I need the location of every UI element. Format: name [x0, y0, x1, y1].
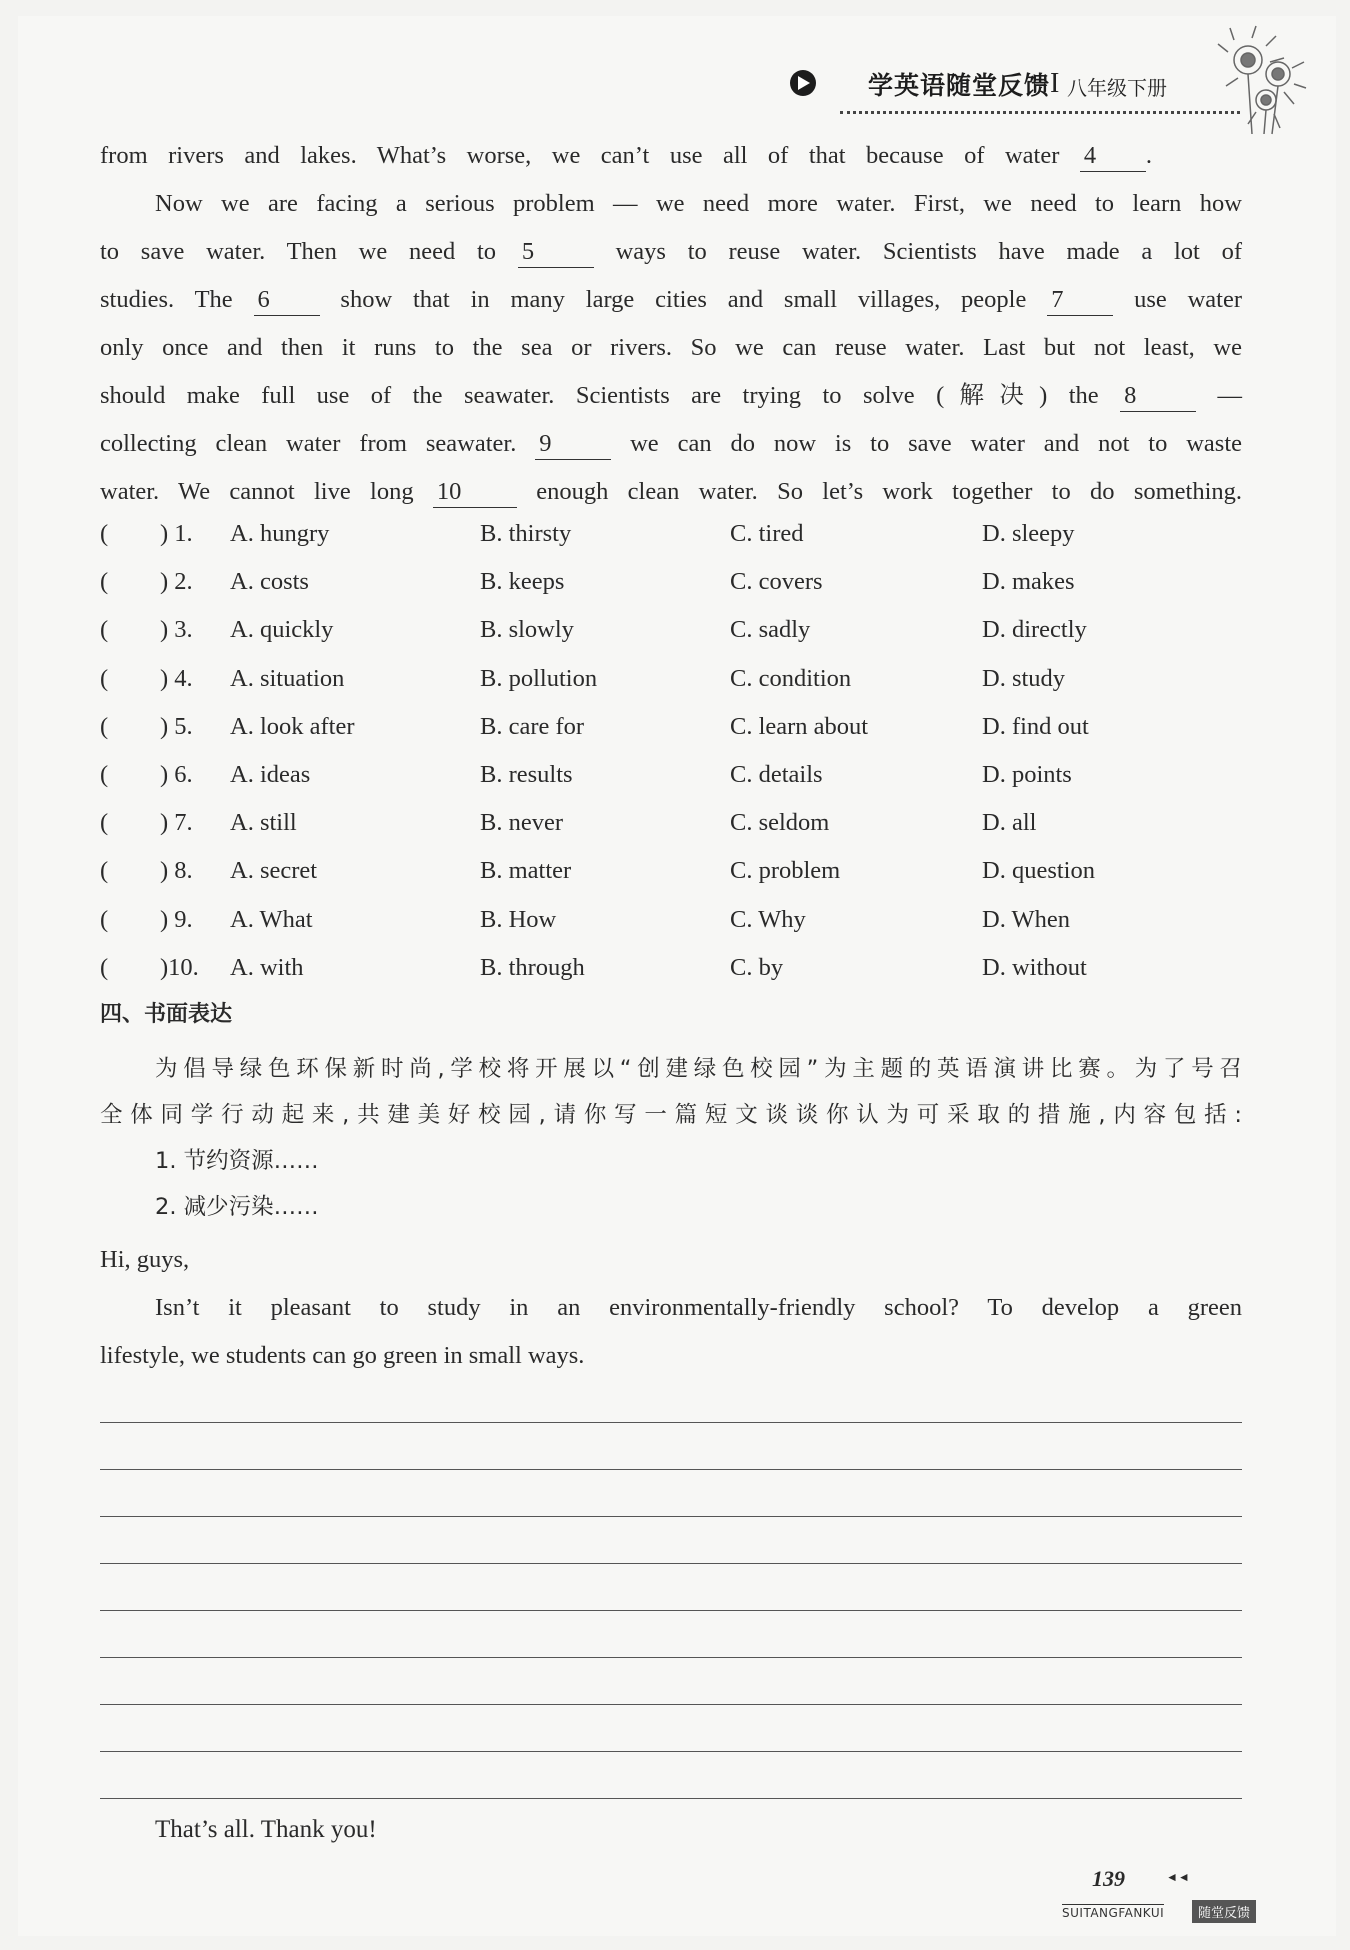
passage-line: [100, 276, 1242, 324]
option-b[interactable]: B. slowly: [480, 616, 574, 644]
option-c[interactable]: C. seldom: [730, 809, 830, 837]
passage-line: [100, 228, 1242, 276]
footer-brand: SUITANGFANKUI: [1062, 1906, 1165, 1920]
cloze-passage: [100, 132, 1242, 516]
passage-line: [100, 468, 1242, 516]
passage-text: from rivers and lakes. What’s worse, we can’t use all of that because of water: [100, 142, 1060, 169]
option-b[interactable]: B. care for: [480, 712, 585, 740]
writing-line[interactable]: [100, 1563, 1242, 1564]
essay-closing: That’s all. Thank you!: [155, 1816, 377, 1843]
grade-label: 八年级下册: [1067, 76, 1167, 100]
answer-paren[interactable]: (: [100, 616, 109, 644]
question-row-1: [100, 516, 1242, 564]
writing-line[interactable]: [100, 1610, 1242, 1611]
passage-text: water. We cannot live long: [100, 478, 414, 505]
writing-line[interactable]: [100, 1657, 1242, 1658]
option-d[interactable]: D. question: [982, 857, 1095, 885]
opening-line: Isn’t it pleasant to study in an environmentally-friendly school? To develop a green: [155, 1294, 1242, 1321]
question-number: ) 1.: [160, 520, 193, 547]
question-number: ) 8.: [160, 857, 193, 885]
blank-7[interactable]: 7: [1047, 285, 1113, 316]
question-row-7: [100, 805, 1242, 853]
blank-4[interactable]: 4: [1080, 141, 1146, 172]
option-b[interactable]: B. results: [480, 760, 573, 788]
answer-paren[interactable]: (: [100, 520, 109, 547]
header-separator: I: [1050, 68, 1060, 99]
passage-text: studies. The: [100, 286, 233, 313]
passage-text: use water: [1134, 286, 1242, 313]
question-row-8: [100, 853, 1242, 901]
option-d[interactable]: D. all: [982, 809, 1037, 837]
option-d[interactable]: D. study: [982, 664, 1066, 692]
footer-badge: 随堂反馈: [1192, 1900, 1256, 1923]
option-c[interactable]: C. Why: [730, 905, 806, 933]
answer-paren[interactable]: (: [100, 905, 109, 933]
option-d[interactable]: D. without: [982, 953, 1087, 981]
essay-opening: [100, 1236, 1242, 1380]
book-title: 学英语随堂反馈: [868, 71, 1051, 100]
passage-line: [100, 372, 1242, 420]
option-a[interactable]: A. secret: [230, 857, 318, 885]
passage-text: enough clean water. So let’s work together to do something.: [536, 478, 1243, 505]
option-c[interactable]: C. tired: [730, 520, 804, 547]
greeting: Hi, guys,: [100, 1246, 190, 1273]
answer-paren[interactable]: (: [100, 760, 109, 788]
prompt-point-2: 2. 减少污染……: [155, 1194, 319, 1220]
option-b[interactable]: B. thirsty: [480, 520, 572, 547]
writing-prompt: [100, 1046, 1242, 1230]
passage-text: collecting clean water from seawater.: [100, 430, 517, 457]
passage-line: [100, 132, 1242, 180]
play-icon: [790, 70, 816, 96]
option-b[interactable]: B. matter: [480, 857, 572, 885]
option-a[interactable]: A. costs: [230, 568, 309, 596]
blank-6[interactable]: 6: [254, 285, 320, 316]
option-b[interactable]: B. never: [480, 809, 563, 837]
option-c[interactable]: C. learn about: [730, 712, 869, 740]
blank-8[interactable]: 8: [1120, 381, 1196, 412]
footer-mark: [1062, 1900, 1270, 1924]
blank-10[interactable]: 10: [433, 477, 517, 508]
blank-5[interactable]: 5: [518, 237, 594, 268]
question-number: ) 2.: [160, 568, 193, 596]
question-number: ) 4.: [160, 664, 193, 692]
answer-paren[interactable]: (: [100, 568, 109, 596]
answer-paren[interactable]: (: [100, 809, 109, 837]
passage-text: should make full use of the seawater. Scientists are trying to solve (解决) the: [100, 382, 1099, 409]
writing-line[interactable]: [100, 1422, 1242, 1423]
header-dotted-rule: [840, 111, 1240, 114]
question-row-3: [100, 612, 1242, 660]
option-c[interactable]: C. covers: [730, 568, 823, 596]
option-d[interactable]: D. points: [982, 760, 1072, 788]
prompt-point-1: 1. 节约资源……: [155, 1148, 319, 1174]
option-d[interactable]: D. directly: [982, 616, 1087, 644]
passage-text: show that in many large cities and small villages, people: [340, 286, 1027, 313]
option-a[interactable]: A. with: [230, 953, 304, 981]
question-number: )10.: [160, 953, 199, 981]
writing-line[interactable]: [100, 1751, 1242, 1752]
writing-line[interactable]: [100, 1704, 1242, 1705]
writing-line[interactable]: [100, 1469, 1242, 1470]
option-a[interactable]: A. situation: [230, 664, 345, 692]
option-d[interactable]: D. makes: [982, 568, 1075, 596]
option-c[interactable]: C. details: [730, 760, 823, 788]
option-c[interactable]: C. by: [730, 953, 784, 981]
answer-paren[interactable]: (: [100, 712, 109, 740]
option-b[interactable]: B. through: [480, 953, 585, 981]
writing-line[interactable]: [100, 1798, 1242, 1799]
passage-line: [100, 420, 1242, 468]
answer-paren[interactable]: (: [100, 857, 109, 885]
option-b[interactable]: B. pollution: [480, 664, 598, 692]
writing-line[interactable]: [100, 1516, 1242, 1517]
option-c[interactable]: C. condition: [730, 664, 852, 692]
question-row-10: [100, 950, 1242, 998]
answer-options: [100, 516, 1242, 998]
option-a[interactable]: A. hungry: [230, 520, 330, 547]
option-c[interactable]: C. sadly: [730, 616, 811, 644]
question-row-6: [100, 757, 1242, 805]
option-d[interactable]: D. find out: [982, 712, 1089, 740]
answer-paren[interactable]: (: [100, 664, 109, 692]
option-d[interactable]: D. sleepy: [982, 520, 1075, 547]
blank-9[interactable]: 9: [535, 429, 611, 460]
question-number: ) 7.: [160, 809, 193, 837]
sunflower-logo-icon: [1208, 22, 1316, 140]
opening-line: lifestyle, we students can go green in small ways.: [100, 1342, 585, 1369]
page-number: 139: [1092, 1866, 1125, 1891]
option-b[interactable]: B. keeps: [480, 568, 565, 596]
question-row-5: [100, 709, 1242, 757]
option-a[interactable]: A. quickly: [230, 616, 334, 644]
question-row-9: [100, 902, 1242, 950]
option-a[interactable]: A. still: [230, 809, 297, 837]
option-d[interactable]: D. When: [982, 905, 1070, 933]
answer-paren[interactable]: (: [100, 953, 109, 981]
question-number: ) 6.: [160, 760, 193, 788]
prompt-line: 全体同学行动起来,共建美好校园,请你写一篇短文谈谈你认为可采取的措施,内容包括:: [100, 1102, 1242, 1128]
passage-text: to save water. Then we need to: [100, 238, 497, 265]
section-heading: 四、书面表达: [100, 1002, 233, 1027]
question-number: ) 3.: [160, 616, 193, 644]
question-number: ) 5.: [160, 712, 193, 740]
passage-text: .: [1145, 142, 1153, 169]
passage-text: ways to reuse water. Scientists have made a lot of: [615, 238, 1243, 265]
passage-line: only once and then it runs to the sea or rivers. So we can reuse water. Last but not least, we: [100, 334, 1242, 361]
double-arrow-icon: ◄◄: [1166, 1870, 1190, 1884]
option-a[interactable]: A. What: [230, 905, 313, 933]
option-a[interactable]: A. look after: [230, 712, 355, 740]
passage-text: —: [1217, 382, 1243, 409]
option-c[interactable]: C. problem: [730, 857, 841, 885]
page-header: [790, 62, 1260, 102]
option-a[interactable]: A. ideas: [230, 760, 311, 788]
option-b[interactable]: B. How: [480, 905, 557, 933]
passage-text: we can do now is to save water and not to waste: [630, 430, 1242, 457]
prompt-line: 为倡导绿色环保新时尚,学校将开展以“创建绿色校园”为主题的英语演讲比赛。为了号召: [155, 1056, 1242, 1082]
question-number: ) 9.: [160, 905, 193, 933]
passage-line: Now we are facing a serious problem — we need more water. First, we need to learn how: [155, 190, 1242, 217]
question-row-2: [100, 564, 1242, 612]
question-row-4: [100, 661, 1242, 709]
